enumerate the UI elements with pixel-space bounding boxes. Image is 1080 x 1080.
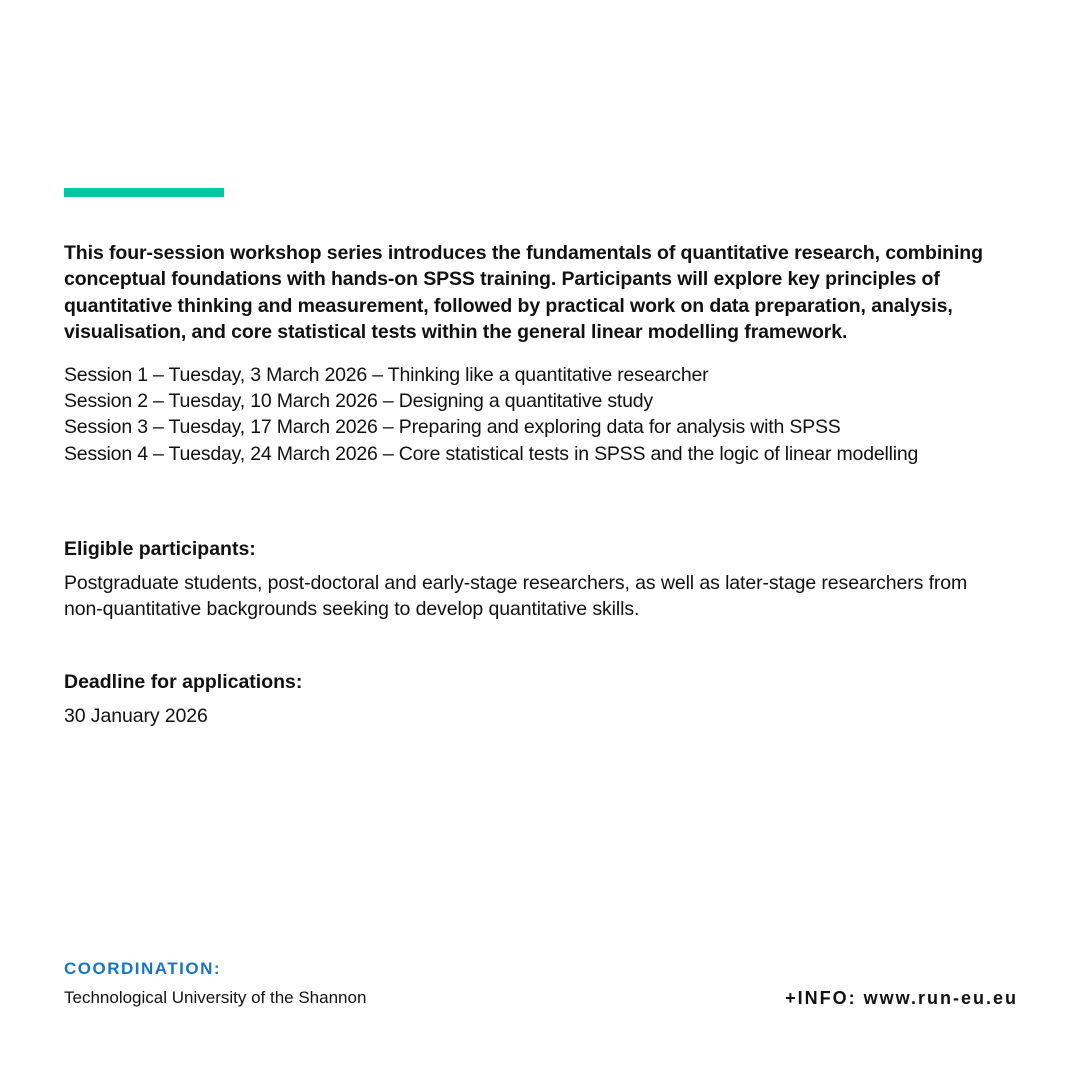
session-item: Session 2 – Tuesday, 10 March 2026 – Designing a quantitative study [64, 390, 653, 413]
intro-paragraph: This four-session workshop series introduces the fundamentals of quantitative research, combining conceptual foundations with hands-on SPSS training. Participants will explore key principles of quantitative thinking and measurement, followed by practical work on data preparation, analysis, visualisation, and core statistical tests within the general linear modelling framework. [64, 242, 983, 344]
eligible-participants-heading: Eligible participants: [64, 538, 256, 560]
info-link[interactable]: +INFO: www.run-eu.eu [785, 988, 1018, 1008]
session-list [64, 362, 1024, 468]
coordination-institution: Technological University of the Shannon [64, 988, 367, 1007]
deadline-date: 30 January 2026 [64, 705, 208, 727]
session-item: Session 3 – Tuesday, 17 March 2026 – Preparing and exploring data for analysis with SPSS [64, 416, 841, 439]
session-item: Session 4 – Tuesday, 24 March 2026 – Core statistical tests in SPSS and the logic of linear modelling [64, 442, 919, 465]
eligible-participants-text: Postgraduate students, post-doctoral and early-stage researchers, as well as later-stage researchers from non-quantitative backgrounds seeking to develop quantitative skills. [64, 572, 968, 621]
session-item: Session 1 – Tuesday, 3 March 2026 – Thinking like a quantitative researcher [64, 363, 709, 386]
deadline-heading: Deadline for applications: [64, 671, 303, 693]
accent-bar [64, 188, 224, 197]
workshop-description [64, 240, 1024, 467]
coordination-label: COORDINATION: [64, 959, 222, 978]
